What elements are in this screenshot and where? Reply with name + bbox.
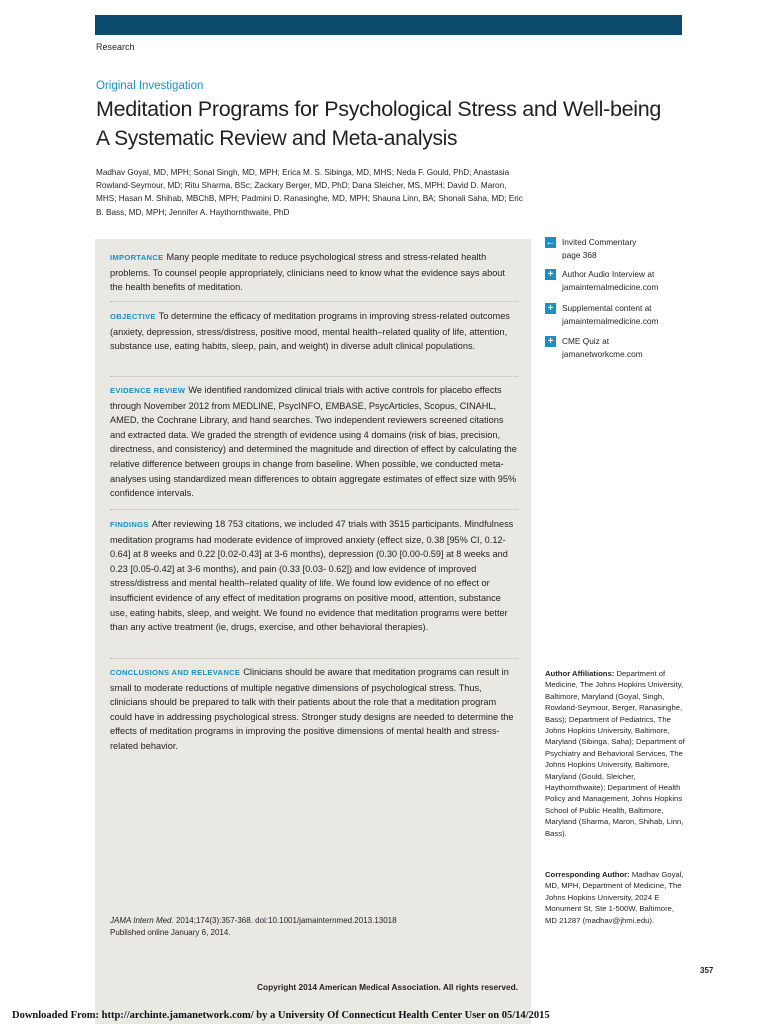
abstract-conclusions [110,665,518,754]
supplemental-title: Supplemental content [562,303,643,313]
supplemental-url[interactable]: jamainternalmedicine.com [562,316,659,326]
audio-interview-url[interactable]: jamainternalmedicine.com [562,282,659,292]
audio-interview-title: Author Audio Interview [562,269,646,279]
abstract-divider [110,301,518,302]
abstract-evidence-review [110,383,518,501]
findings-heading: FINDINGS [110,520,149,529]
invited-commentary-page: page 368 [562,250,597,260]
author-affiliations [545,668,687,839]
author-list: Madhav Goyal, MD, MPH; Sonal Singh, MD, MPH; Erica M. S. Sibinga, MD, MHS; Neda F. Gould, PhD; Anastasia Rowland-Seymour, MD; Ritu Sharma, BSc; Zackary Berger, MD, PhD; Dana Sleicher, MS, MPH; David D. Maron, MHS; Hasan M. Shihab, MBChB, MPH; Padmini D. Ranasinghe, MD, MPH; Shauna Linn, BA; Shonali Saha, MD; Eric B. Bass, MD, MPH; Jennifer A. Haythornthwaite, PhD [96,168,523,217]
cme-quiz-title: CME Quiz [562,336,600,346]
plus-icon: + [545,269,556,280]
audio-interview-at: at [645,269,655,279]
cme-quiz-url[interactable]: jamanetworkcme.com [562,349,643,359]
journal-header-bar [95,15,682,35]
page-number: 357 [700,966,714,975]
copyright-notice: Copyright 2014 American Medical Association. All rights reserved. [257,982,518,992]
findings-text: After reviewing 18 753 citations, we included 47 trials with 3515 participants. Mindfulness meditation programs had moderate evidence of improved anxiety (effect size, 0.38 [95% CI, 0.12-0.64] at 8 weeks and 0.22 [0.02-0.43] at 3-6 months), depression (0.30 [0.00-0.59] at 8 weeks and 0.23 [0.05-0.42] at 3-6 months), and pain (0.33 [0.03- 0.62]) and low evidence of improved stress/distress and mental health–related quality of life. We found low evidence of no effect or insufficient evidence of any effect of meditation programs on positive mood, attention, substance use, eating habits, sleep, and weight. We found no evidence that meditation programs were better than any active treatment (ie, drugs, exercise, and other behavioral therapies). [110,519,514,633]
conclusions-text: Clinicians should be aware that meditation programs can result in small to moderate reductions of multiple negative dimensions of psychological stress. Thus, clinicians should be prepared to talk with their patients about the role that a meditation program could have in addressing psychological stress. Stronger study designs are needed to determine the effects of meditation programs in improving the positive dimensions of mental health and stress-related behavior. [110,667,514,751]
plus-icon: + [545,336,556,347]
plus-icon: + [545,303,556,314]
citation-details: . 2014;174(3):357-368. doi:10.1001/jamainternmed.2013.13018 [171,916,397,925]
objective-text: To determine the efficacy of meditation programs in improving stress-related outcomes (anxiety, depression, stress/distress, positive mood, mental health–related quality of life, attention, substance use, eating habits, sleep, pain, and weight) in diverse adult clinical populations. [110,311,510,352]
affiliations-label: Author Affiliations: [545,669,615,678]
corresponding-text: Madhav Goyal, MD, MPH, Department of Medicine, The Johns Hopkins University, 2024 E Monument St, Ste 1-500W, Baltimore, MD 21287 (madhav@jhmi.edu). [545,870,684,925]
supplemental-content-link[interactable] [545,302,685,328]
corresponding-label: Corresponding Author: [545,870,630,879]
article-type-label: Original Investigation [96,80,204,92]
citation [110,915,518,939]
download-note: Downloaded From: http://archinte.jamanetwork.com/ by a University Of Connecticut Health Center User on 05/14/2015 [12,1010,550,1021]
article-subtitle: A Systematic Review and Meta-analysis [96,127,458,150]
abstract-objective [110,309,518,354]
audio-interview-link[interactable] [545,268,685,294]
abstract-box [95,239,531,1024]
importance-heading: IMPORTANCE [110,253,164,262]
importance-text: Many people meditate to reduce psychological stress and stress-related health problems. To counsel people appropriately, clinicians need to know what the evidence says about the health benefits of meditation. [110,252,505,293]
cme-quiz-link[interactable] [545,335,685,361]
evidence-review-text: We identified randomized clinical trials with active controls for placebo effects through November 2012 from MEDLINE, PsycINFO, EMBASE, PsycArticles, Scopus, CINAHL, AMED, the Cochrane Library, and hand searches. Two independent reviewers screened citations and extracted data. We graded the strength of evidence using 4 domains (risk of bias, precision, directness, and consistency) and determined the magnitude and direction of effect by calculating the relative difference between groups in change from baseline. When possible, we conducted meta-analyses using standardized mean differences to obtain aggregate estimates of effect size with 95% confidence intervals. [110,385,517,499]
published-online: Published online January 6, 2014. [110,928,231,937]
invited-commentary-title: Invited Commentary [562,237,637,247]
abstract-divider [110,509,518,510]
cme-quiz-at: at [599,336,610,346]
abstract-findings [110,517,518,635]
abstract-importance [110,250,518,295]
citation-journal: JAMA Intern Med [110,916,172,925]
corresponding-author [545,869,687,926]
section-label: Research [96,42,135,52]
affiliations-text: Department of Medicine, The Johns Hopkins University, Baltimore, Maryland (Goyal, Singh, Rowland-Seymour, Berger, Ranasinghe, Bass); Department of Pediatrics, The Johns Hopkins University, Baltimore, Maryland (Sibinga, Saha); Department of Psychiatry and Behavioral Services, The Johns Hopkins University, Baltimore, Maryland (Gould, Sleicher, Haythornthwaite); Department of Health Policy and Management, Johns Hopkins School of Public Health, Baltimore, Maryland (Sharma, Maron, Shihab, Linn, Bass). [545,669,685,838]
article-title: Meditation Programs for Psychological Stress and Well-being [96,97,662,121]
conclusions-heading: CONCLUSIONS AND RELEVANCE [110,668,241,677]
supplemental-at: at [642,303,652,313]
invited-commentary-link[interactable] [545,236,685,262]
objective-heading: OBJECTIVE [110,312,156,321]
evidence-review-heading: EVIDENCE REVIEW [110,386,186,395]
abstract-divider [110,376,518,377]
abstract-divider [110,658,518,659]
arrow-left-icon: ← [545,237,556,248]
